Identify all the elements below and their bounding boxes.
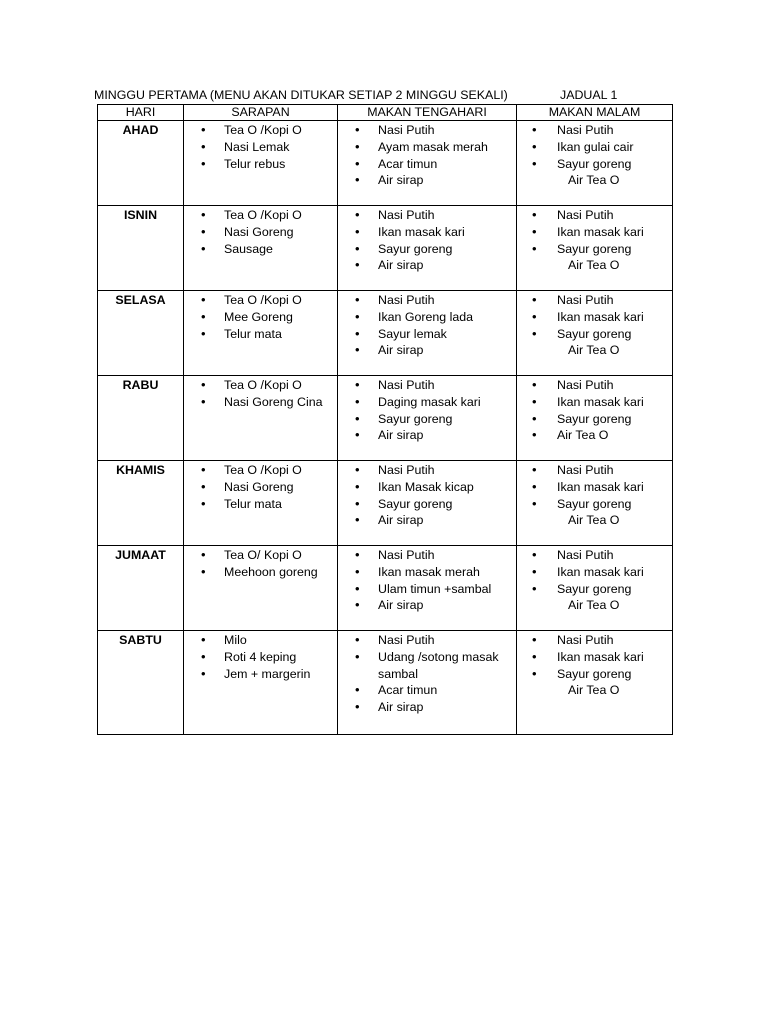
makan-malam-list bbox=[517, 376, 672, 444]
makan-malam-cell bbox=[517, 376, 673, 461]
table-row bbox=[98, 461, 673, 546]
list-item: • Nasi Putih bbox=[338, 377, 516, 394]
list-item: • Nasi Lemak bbox=[184, 139, 337, 156]
list-item: • Udang /sotong masak sambal bbox=[338, 649, 516, 683]
page-title: MINGGU PERTAMA (MENU AKAN DITUKAR SETIAP 2 MINGGU SEKALI) bbox=[94, 88, 508, 102]
list-item: • Sayur goreng bbox=[338, 496, 516, 513]
list-item: • Acar timun bbox=[338, 156, 516, 173]
sarapan-cell bbox=[184, 631, 338, 735]
list-item: • Ikan masak kari bbox=[517, 479, 672, 496]
list-item: • Mee Goreng bbox=[184, 309, 337, 326]
list-item: • Ulam timun +sambal bbox=[338, 581, 516, 598]
sarapan-list bbox=[184, 546, 337, 581]
list-item: Air Tea O bbox=[568, 258, 620, 273]
list-item: • Ikan masak kari bbox=[338, 224, 516, 241]
weekly-menu-table bbox=[97, 104, 673, 735]
day-cell: RABU bbox=[98, 376, 184, 461]
table-row bbox=[98, 206, 673, 291]
list-item: • Nasi Putih bbox=[338, 632, 516, 649]
list-item: • Air sirap bbox=[338, 699, 516, 716]
makan-tengahari-list bbox=[338, 376, 516, 444]
list-item: • Sayur goreng bbox=[338, 411, 516, 428]
makan-tengahari-cell bbox=[338, 376, 517, 461]
sarapan-cell bbox=[184, 546, 338, 631]
makan-tengahari-list bbox=[338, 631, 516, 716]
list-item: • Tea O /Kopi O bbox=[184, 377, 337, 394]
list-item: Air Tea O bbox=[568, 683, 620, 698]
list-item: • Nasi Putih bbox=[517, 122, 672, 139]
list-item: • Tea O/ Kopi O bbox=[184, 547, 337, 564]
sarapan-cell bbox=[184, 376, 338, 461]
list-item: • Sayur goreng bbox=[517, 241, 672, 258]
sarapan-list bbox=[184, 206, 337, 257]
sarapan-cell bbox=[184, 291, 338, 376]
sarapan-list bbox=[184, 461, 337, 512]
sarapan-cell bbox=[184, 121, 338, 206]
list-item: • Jem + margerin bbox=[184, 666, 337, 683]
list-item: • Air sirap bbox=[338, 257, 516, 274]
table-row bbox=[98, 546, 673, 631]
makan-malam-cell bbox=[517, 291, 673, 376]
list-item: • Ikan masak kari bbox=[517, 649, 672, 666]
list-item: • Telur rebus bbox=[184, 156, 337, 173]
list-item: • Tea O /Kopi O bbox=[184, 292, 337, 309]
list-item: • Nasi Putih bbox=[517, 462, 672, 479]
list-item: • Ikan gulai cair bbox=[517, 139, 672, 156]
table-body bbox=[98, 121, 673, 735]
list-item: • Daging masak kari bbox=[338, 394, 516, 411]
list-item: • Nasi Putih bbox=[517, 377, 672, 394]
list-item: • Nasi Putih bbox=[517, 547, 672, 564]
list-item: • Sayur goreng bbox=[517, 411, 672, 428]
list-item: Air Tea O bbox=[568, 343, 620, 358]
list-item: Air Tea O bbox=[568, 513, 620, 528]
list-item: • Air sirap bbox=[338, 427, 516, 444]
makan-tengahari-cell bbox=[338, 461, 517, 546]
list-item: • Ikan masak kari bbox=[517, 394, 672, 411]
sarapan-list bbox=[184, 376, 337, 411]
list-item: • Sayur goreng bbox=[517, 326, 672, 343]
list-item: • Sayur lemak bbox=[338, 326, 516, 343]
day-cell: KHAMIS bbox=[98, 461, 184, 546]
document-header bbox=[94, 87, 674, 104]
list-item: • Acar timun bbox=[338, 682, 516, 699]
makan-malam-cell bbox=[517, 631, 673, 735]
list-item: • Nasi Putih bbox=[338, 462, 516, 479]
list-item: • Meehoon goreng bbox=[184, 564, 337, 581]
makan-tengahari-cell bbox=[338, 631, 517, 735]
day-cell: SABTU bbox=[98, 631, 184, 735]
sarapan-cell bbox=[184, 461, 338, 546]
list-item: • Nasi Putih bbox=[517, 207, 672, 224]
day-cell: JUMAAT bbox=[98, 546, 184, 631]
list-item: • Air Tea O bbox=[517, 427, 672, 444]
column-header-makan-tengahari: MAKAN TENGAHARI bbox=[338, 105, 517, 121]
column-header-sarapan: SARAPAN bbox=[184, 105, 338, 121]
list-item: • Ikan Goreng lada bbox=[338, 309, 516, 326]
list-item: • Nasi Goreng bbox=[184, 224, 337, 241]
makan-tengahari-cell bbox=[338, 291, 517, 376]
list-item: • Sayur goreng bbox=[338, 241, 516, 258]
list-item: • Nasi Putih bbox=[517, 292, 672, 309]
makan-tengahari-cell bbox=[338, 206, 517, 291]
list-item: • Air sirap bbox=[338, 597, 516, 614]
list-item: • Nasi Putih bbox=[338, 122, 516, 139]
list-item: Air Tea O bbox=[568, 173, 620, 188]
table-label: JADUAL 1 bbox=[560, 88, 618, 102]
list-item: • Telur mata bbox=[184, 496, 337, 513]
table-row bbox=[98, 121, 673, 206]
list-item: • Ikan masak merah bbox=[338, 564, 516, 581]
makan-tengahari-cell bbox=[338, 121, 517, 206]
list-item: • Ikan Masak kicap bbox=[338, 479, 516, 496]
makan-malam-cell bbox=[517, 461, 673, 546]
sarapan-list bbox=[184, 291, 337, 342]
list-item: • Milo bbox=[184, 632, 337, 649]
list-item: • Nasi Putih bbox=[517, 632, 672, 649]
list-item: • Ikan masak kari bbox=[517, 564, 672, 581]
table-row bbox=[98, 376, 673, 461]
sarapan-list bbox=[184, 121, 337, 172]
list-item: • Sayur goreng bbox=[517, 666, 672, 683]
list-item: • Air sirap bbox=[338, 512, 516, 529]
sarapan-list bbox=[184, 631, 337, 682]
list-item: • Tea O /Kopi O bbox=[184, 207, 337, 224]
makan-malam-list bbox=[517, 206, 672, 274]
list-item: • Telur mata bbox=[184, 326, 337, 343]
table-header-row bbox=[98, 105, 673, 121]
makan-tengahari-list bbox=[338, 291, 516, 359]
makan-malam-cell bbox=[517, 546, 673, 631]
makan-malam-cell bbox=[517, 206, 673, 291]
list-item: • Tea O /Kopi O bbox=[184, 122, 337, 139]
makan-malam-list bbox=[517, 291, 672, 359]
makan-malam-list bbox=[517, 121, 672, 189]
list-item: • Tea O /Kopi O bbox=[184, 462, 337, 479]
table-row bbox=[98, 291, 673, 376]
table-row bbox=[98, 631, 673, 735]
day-cell: AHAD bbox=[98, 121, 184, 206]
day-cell: SELASA bbox=[98, 291, 184, 376]
makan-tengahari-list bbox=[338, 546, 516, 614]
sarapan-cell bbox=[184, 206, 338, 291]
day-cell: ISNIN bbox=[98, 206, 184, 291]
list-item: • Sayur goreng bbox=[517, 496, 672, 513]
list-item: • Ikan masak kari bbox=[517, 224, 672, 241]
list-item: • Ikan masak kari bbox=[517, 309, 672, 326]
makan-malam-list bbox=[517, 546, 672, 614]
list-item: • Sausage bbox=[184, 241, 337, 258]
column-header-hari: HARI bbox=[98, 105, 184, 121]
makan-malam-cell bbox=[517, 121, 673, 206]
list-item: • Nasi Putih bbox=[338, 547, 516, 564]
list-item: • Nasi Goreng Cina bbox=[184, 394, 337, 411]
list-item: Air Tea O bbox=[568, 598, 620, 613]
makan-tengahari-cell bbox=[338, 546, 517, 631]
list-item: • Ayam masak merah bbox=[338, 139, 516, 156]
list-item: • Nasi Putih bbox=[338, 292, 516, 309]
makan-malam-list bbox=[517, 631, 672, 699]
makan-tengahari-list bbox=[338, 206, 516, 274]
makan-tengahari-list bbox=[338, 121, 516, 189]
column-header-makan-malam: MAKAN MALAM bbox=[517, 105, 673, 121]
list-item: • Sayur goreng bbox=[517, 581, 672, 598]
list-item: • Air sirap bbox=[338, 172, 516, 189]
list-item: • Sayur goreng bbox=[517, 156, 672, 173]
list-item: • Nasi Putih bbox=[338, 207, 516, 224]
makan-tengahari-list bbox=[338, 461, 516, 529]
list-item: • Air sirap bbox=[338, 342, 516, 359]
list-item: • Nasi Goreng bbox=[184, 479, 337, 496]
makan-malam-list bbox=[517, 461, 672, 529]
list-item: • Roti 4 keping bbox=[184, 649, 337, 666]
